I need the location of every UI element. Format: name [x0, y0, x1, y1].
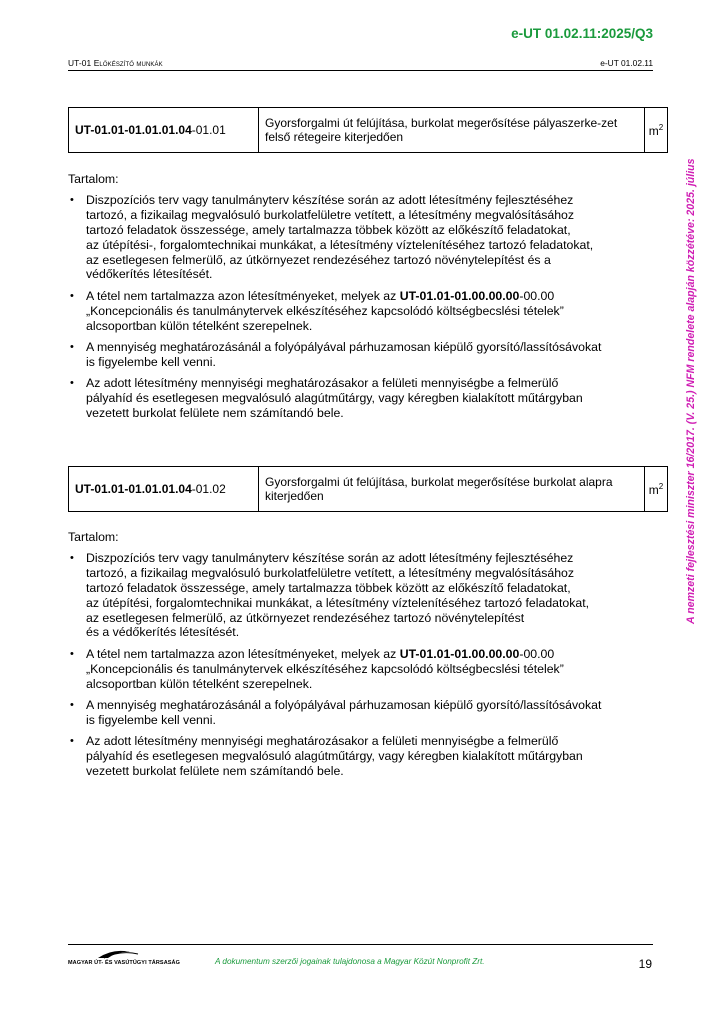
item-description: Gyorsforgalmi út felújítása, burkolat megerősítése pályaszerke-zet felső rétegeire kiterjedően	[259, 108, 645, 153]
running-header	[68, 58, 653, 71]
side-publication-note: A nemzeti fejlesztési miniszter 16/2017. (V. 25.) NFM rendelete alapján közzétéve: 2025. július	[685, 158, 697, 624]
copyright-notice: A dokumentum szerzői jogainak tulajdonosa a Magyar Közút Nonprofit Zrt.	[215, 957, 485, 966]
list-item: • Diszpozíciós terv vagy tanulmányterv készítése során az adott létesítmény fejlesztéséhez tartozó, a fizikailag megvalósuló burkolatfelületre vetített, a létesítmény megvalósításához tartozó feladatok összessége, amely tartalmazza többek között az előkészítő feladatokat, az útépítési, forgalomtechnikai munkákat, a létesítmény víztelenítéséhez tartozó feladatokat, az esetlegesen felmerülő, az útkörnyezet rendezéséhez tartozó növénytelepítést és a védőkerítés létesítését.	[70, 550, 590, 640]
item-code: UT-01.01-01.01.01.04-01.01	[69, 108, 259, 153]
list-item: • A tétel nem tartalmazza azon létesítményeket, melyek az UT-01.01-01.00.00.00-00.00 „Koncepcionális és tanulmánytervek elkészítéséhez kapcsolódó költségbecslési tételek” alcsoportban külön tételként szerepelnek.	[70, 288, 564, 333]
bullet-list	[68, 193, 653, 421]
item-code: UT-01.01-01.01.01.04-01.02	[69, 467, 259, 512]
item-table-1	[68, 107, 668, 153]
list-item: • A tétel nem tartalmazza azon létesítményeket, melyek az UT-01.01-01.00.00.00-00.00 „Koncepcionális és tanulmánytervek elkészítéséhez kapcsolódó költségbecslési tételek” alcsoportban külön tételként szerepelnek.	[70, 646, 564, 691]
content-heading: Tartalom:	[68, 530, 119, 544]
page-number: 19	[638, 957, 652, 971]
association-logo	[68, 946, 168, 970]
item-content-1	[68, 172, 653, 428]
list-item: • Az adott létesítmény mennyiségi meghatározásakor a felületi mennyiségbe a felmerülő pályahíd és esetlegesen megvalósuló alagútműtárgy, vagy kéregben kialakított műtárgyban vezetett burkolat felülete nem számítandó bele.	[70, 376, 583, 421]
list-item: • A mennyiség meghatározásánál a folyópályával párhuzamosan kiépülő gyorsító/lassítósávokat is figyelembe kell venni.	[70, 698, 602, 727]
item-unit: $m^2$	[645, 108, 668, 153]
association-logo-text: MAGYAR ÚT- ÉS VASÚTÜGYI TÁRSASÁG	[68, 960, 180, 966]
doc-code: e-UT 01.02.11:2025/Q3	[511, 26, 653, 41]
item-unit: $m^2$	[645, 467, 668, 512]
item-table-2	[68, 466, 668, 512]
bullet-list	[68, 551, 653, 779]
item-content-2	[68, 530, 653, 786]
short-code: e-UT 01.02.11	[600, 58, 653, 68]
content-heading: Tartalom:	[68, 172, 119, 186]
footer-rule	[68, 944, 653, 945]
list-item: • A mennyiség meghatározásánál a folyópályával párhuzamosan kiépülő gyorsító/lassítósávokat is figyelembe kell venni.	[70, 340, 602, 369]
section-title: UT-01 Előkészítő munkák	[68, 58, 163, 68]
list-item: • Az adott létesítmény mennyiségi meghatározásakor a felületi mennyiségbe a felmerülő pályahíd és esetlegesen megvalósuló alagútműtárgy, vagy kéregben kialakított műtárgyban vezetett burkolat felülete nem számítandó bele.	[70, 734, 583, 779]
item-description: Gyorsforgalmi út felújítása, burkolat megerősítése burkolat alapra kiterjedően	[259, 467, 645, 512]
list-item: • Diszpozíciós terv vagy tanulmányterv készítése során az adott létesítmény fejlesztéséhez tartozó, a fizikailag megvalósuló burkolatfelületre vetített, a létesítmény megvalósításához tartozó feladatok összessége, amely tartalmazza többek között az előkészítő feladatokat, az útépítési-, forgalomtechnikai munkákat, a létesítmény víztelenítéséhez tartozó feladatokat, az esetlegesen felmerülő, az útkörnyezet rendezéséhez tartozó növénytelepítést és a védőkerítés létesítését.	[70, 192, 594, 282]
